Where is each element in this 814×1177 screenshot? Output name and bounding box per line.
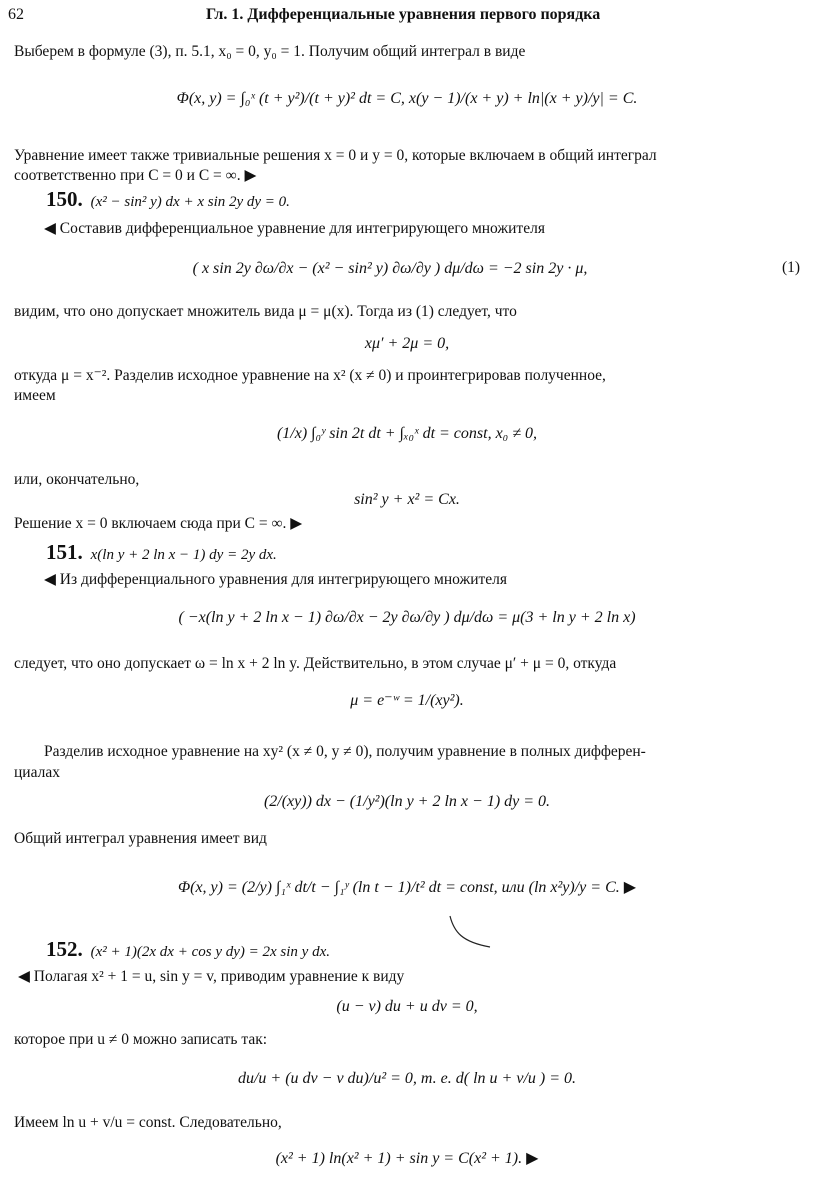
formula-integrating-factor: ( x sin 2y ∂ω/∂x − (x² − sin² y) ∂ω/∂y ) dμ/dω = −2 sin 2y · μ, xyxy=(192,260,588,277)
problem-equation: (x² − sin² y) dx + x sin 2y dy = 0. xyxy=(90,194,290,210)
running-header xyxy=(8,4,806,26)
text-line: имеем xyxy=(14,387,56,404)
text-line: Выберем в формуле (3), п. 5.1, x₀ = 0, y₀ = 1. Получим общий интеграл в виде xyxy=(14,43,526,60)
formula: (u − v) du + u dv = 0, xyxy=(336,998,478,1015)
text-line: откуда μ = x⁻². Разделив исходное уравнение на x² (x ≠ 0) и проинтегрировав полученное, xyxy=(14,367,606,384)
formula-final-answer: (x² + 1) ln(x² + 1) + sin y = C(x² + 1). ▶ xyxy=(275,1150,539,1167)
formula: xμ′ + 2μ = 0, xyxy=(364,335,450,352)
text-line: видим, что оно допускает множитель вида μ = μ(x). Тогда из (1) следует, что xyxy=(14,303,517,320)
text-line: ◀ Из дифференциального уравнения для интегрирующего множителя xyxy=(44,571,508,588)
text-line: которое при u ≠ 0 можно записать так: xyxy=(14,1031,268,1048)
text-line: или, окончательно, xyxy=(14,471,140,488)
formula: (2/(xy)) dx − (1/y²)(ln y + 2 ln x − 1) dy = 0. xyxy=(263,793,551,810)
formula: μ = e⁻ʷ = 1/(xy²). xyxy=(350,692,464,709)
problem-number: 151. xyxy=(46,540,83,564)
text-line: ◀ Составив дифференциальное уравнение для интегрирующего множителя xyxy=(44,220,545,237)
formula: (1/x) ∫₀ʸ sin 2t dt + ∫ₓ₀ˣ dt = const, x₀ ≠ 0, xyxy=(276,425,538,442)
pen-stroke-mark xyxy=(448,914,493,950)
equation-number: (1) xyxy=(782,259,801,276)
problem-number: 152. xyxy=(46,937,83,961)
problem-152 xyxy=(46,935,330,963)
text-line: следует, что оно допускает ω = ln x + 2 ln y. Действительно, в этом случае μ′ + μ = 0, откуда xyxy=(14,655,617,672)
formula-integrating-factor: ( −x(ln y + 2 ln x − 1) ∂ω/∂x − 2y ∂ω/∂y ) dμ/dω = μ(3 + ln y + 2 ln x) xyxy=(178,609,636,626)
formula-general-integral: Φ(x, y) = ∫₀ˣ (t + y²)/(t + y)² dt = C, x(y − 1)/(x + y) + ln|(x + y)/y| = C. xyxy=(176,90,638,107)
text-line: соответственно при C = 0 и C = ∞. ▶ xyxy=(14,167,257,184)
problem-151 xyxy=(46,538,277,566)
text-line: циалах xyxy=(14,764,60,781)
problem-equation: (x² + 1)(2x dx + cos y dy) = 2x sin y dx. xyxy=(90,944,330,960)
formula-general-integral: Φ(x, y) = (2/y) ∫₁ˣ dt/t − ∫₁ʸ (ln t − 1)/t² dt = const, или (ln x²y)/y = C. ▶ xyxy=(177,879,637,896)
text-line: Общий интеграл уравнения имеет вид xyxy=(14,830,267,847)
text-line: Разделив исходное уравнение на xy² (x ≠ 0, y ≠ 0), получим уравнение в полных дифферен- xyxy=(44,743,646,760)
chapter-title: Гл. 1. Дифференциальные уравнения первого порядка xyxy=(206,6,601,23)
formula: du/u + (u dv − v du)/u² = 0, т. е. d( ln u + v/u ) = 0. xyxy=(237,1070,577,1087)
text-line: ◀ Полагая x² + 1 = u, sin y = v, приводим уравнение к виду xyxy=(18,968,405,985)
problem-number: 150. xyxy=(46,187,83,211)
text-line: Имеем ln u + v/u = const. Следовательно, xyxy=(14,1114,282,1131)
problem-equation: x(ln y + 2 ln x − 1) dy = 2y dx. xyxy=(90,547,277,563)
text-line: Уравнение имеет также тривиальные решения x = 0 и y = 0, которые включаем в общий интеграл xyxy=(14,147,657,164)
page-number: 62 xyxy=(8,6,24,23)
formula: sin² y + x² = Cx. xyxy=(354,491,460,508)
problem-150 xyxy=(46,185,290,213)
text-line: Решение x = 0 включаем сюда при C = ∞. ▶ xyxy=(14,515,303,532)
